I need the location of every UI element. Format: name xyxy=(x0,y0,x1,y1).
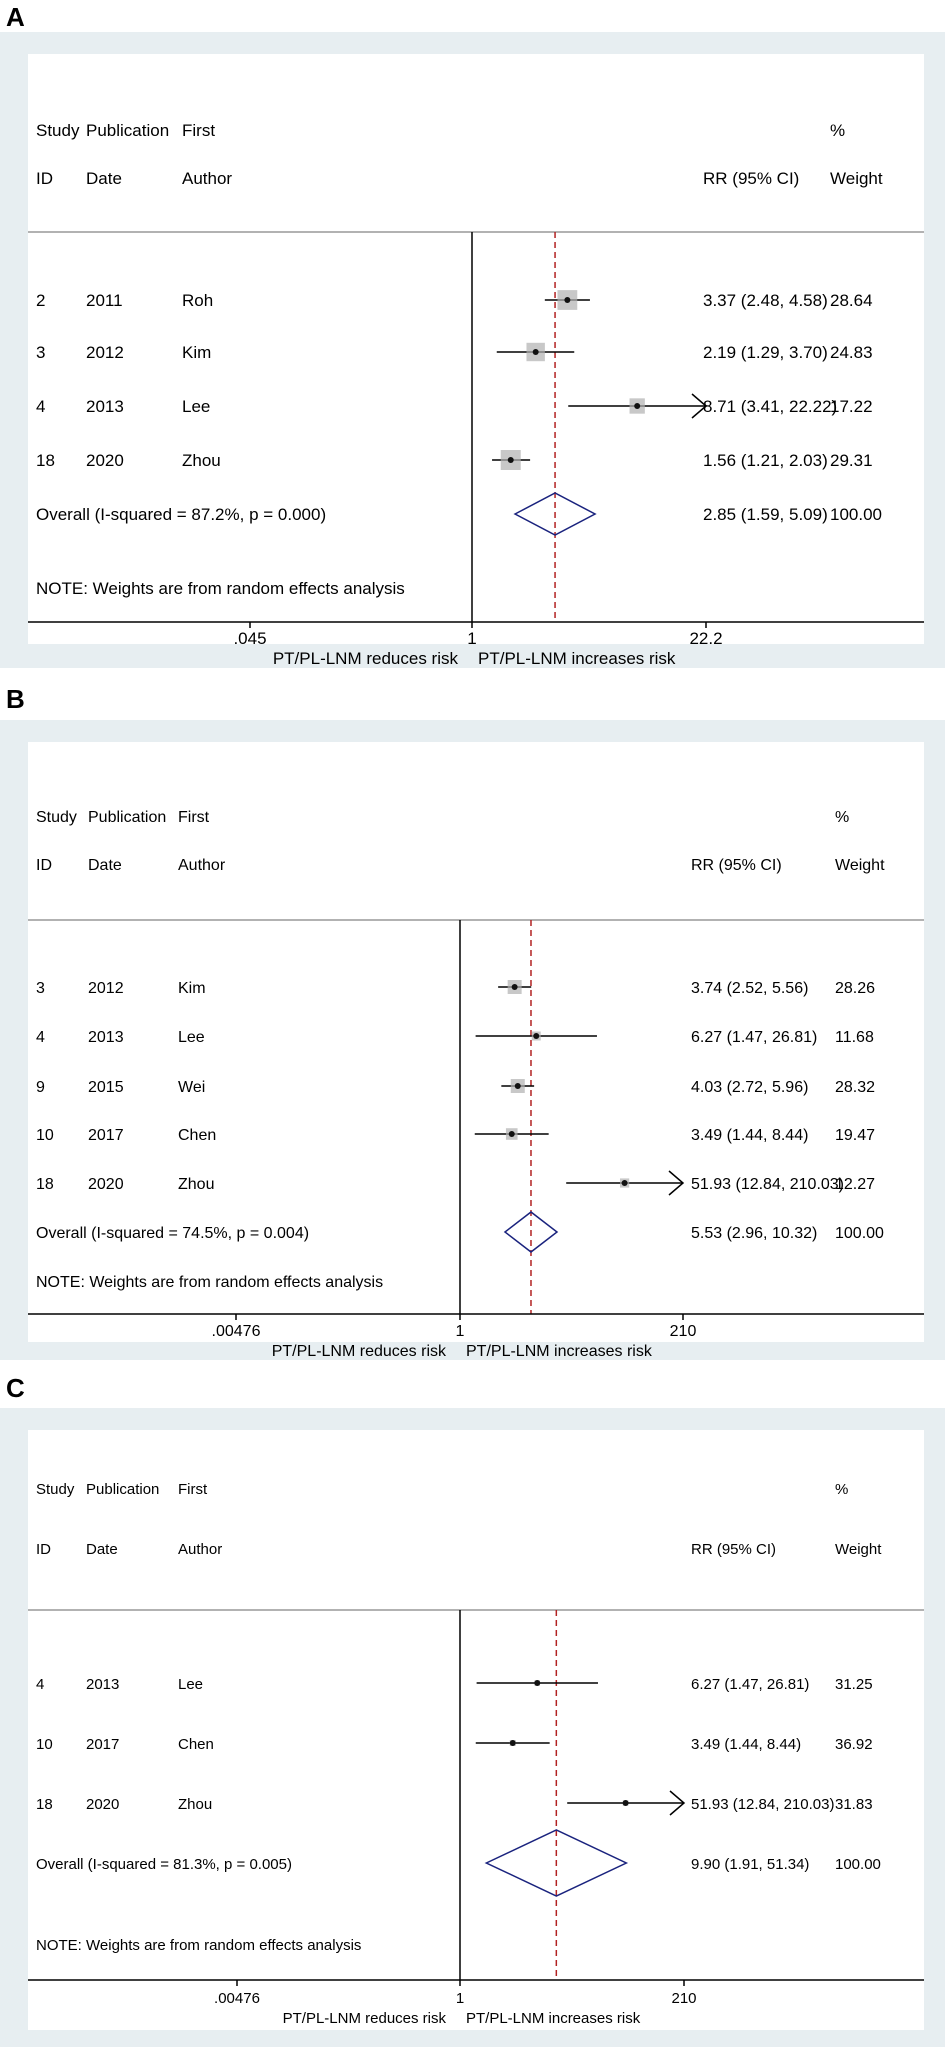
header-col5-top: % xyxy=(830,121,846,140)
overall-rr: 2.85 (1.59, 5.09) xyxy=(703,505,828,524)
point-estimate xyxy=(515,1083,521,1089)
x-label-reduces: PT/PL-LNM reduces risk xyxy=(271,1343,446,1360)
study-date: 2011 xyxy=(86,291,123,310)
panel-c-plot-area xyxy=(28,1430,924,2030)
study-weight: 17.22 xyxy=(830,397,873,416)
header-col2-top: Publication xyxy=(86,1481,160,1498)
x-tick-label: 210 xyxy=(671,1990,697,2007)
overall-weight: 100.00 xyxy=(835,1856,881,1873)
panel-label-b: B xyxy=(6,684,25,714)
overall-label: Overall (I-squared = 81.3%, p = 0.005) xyxy=(36,1856,292,1873)
panel-a-plot-area xyxy=(28,54,924,668)
study-rr: 4.03 (2.72, 5.96) xyxy=(691,1079,809,1096)
header-col5-bottom: Weight xyxy=(835,1541,882,1558)
study-author: Kim xyxy=(178,980,206,997)
study-weight: 28.64 xyxy=(830,291,873,310)
header-col4-bottom: RR (95% CI) xyxy=(691,1541,777,1558)
weights-note: NOTE: Weights are from random effects analysis xyxy=(36,1274,384,1291)
study-weight: 12.27 xyxy=(835,1176,876,1193)
x-label-increases: PT/PL-LNM increases risk xyxy=(466,1343,652,1360)
study-date: 2020 xyxy=(86,1796,120,1813)
x-tick-label: 22.2 xyxy=(689,629,723,648)
header-col3-top: First xyxy=(178,809,210,826)
point-estimate xyxy=(564,297,570,303)
study-weight: 29.31 xyxy=(830,451,873,470)
header-col3-top: First xyxy=(178,1481,208,1498)
study-id: 18 xyxy=(36,1796,53,1813)
forest-plot-c xyxy=(28,1430,924,2030)
study-rr: 3.49 (1.44, 8.44) xyxy=(691,1127,809,1144)
study-rr: 2.19 (1.29, 3.70) xyxy=(703,343,828,362)
study-weight: 28.26 xyxy=(835,980,876,997)
header-col2-top: Publication xyxy=(86,121,170,140)
weights-note: NOTE: Weights are from random effects analysis xyxy=(36,579,405,598)
study-date: 2013 xyxy=(86,397,124,416)
study-date: 2013 xyxy=(88,1029,124,1046)
study-author: Zhou xyxy=(178,1796,213,1813)
forest-plot-b xyxy=(28,742,924,1360)
point-estimate xyxy=(508,457,514,463)
study-date: 2012 xyxy=(86,343,124,362)
point-estimate xyxy=(623,1800,629,1806)
header-col5-top: % xyxy=(835,809,850,826)
header-col2-top: Publication xyxy=(88,809,167,826)
study-weight: 28.32 xyxy=(835,1079,876,1096)
panel-a-background xyxy=(0,32,945,668)
study-rr: 3.37 (2.48, 4.58) xyxy=(703,291,828,310)
study-author: Zhou xyxy=(182,451,221,470)
study-author: Chen xyxy=(178,1127,217,1144)
x-tick-label: .00476 xyxy=(214,1990,260,2007)
header-col1-bottom: ID xyxy=(36,169,53,188)
study-id: 18 xyxy=(36,451,55,470)
header-col5-top: % xyxy=(835,1481,849,1498)
study-id: 2 xyxy=(36,291,46,310)
study-id: 9 xyxy=(36,1079,45,1096)
study-weight: 19.47 xyxy=(835,1127,876,1144)
study-rr: 3.74 (2.52, 5.56) xyxy=(691,980,809,997)
study-date: 2017 xyxy=(88,1127,124,1144)
x-tick-label: 1 xyxy=(455,1990,465,2007)
study-id: 3 xyxy=(36,980,45,997)
study-id: 4 xyxy=(36,1676,45,1693)
study-rr: 1.56 (1.21, 2.03) xyxy=(703,451,828,470)
study-weight: 36.92 xyxy=(835,1736,873,1753)
study-weight: 11.68 xyxy=(835,1029,874,1046)
header-col1-bottom: ID xyxy=(36,1541,51,1558)
header-col1-top: Study xyxy=(36,1481,75,1498)
study-date: 2017 xyxy=(86,1736,120,1753)
header-col3-bottom: Author xyxy=(178,1541,223,1558)
panel-label-c: C xyxy=(6,1373,25,1403)
study-author: Zhou xyxy=(178,1176,215,1193)
weights-note: NOTE: Weights are from random effects analysis xyxy=(36,1937,362,1954)
x-label-reduces: PT/PL-LNM reduces risk xyxy=(272,649,458,668)
study-id: 10 xyxy=(36,1127,54,1144)
study-rr: 6.27 (1.47, 26.81) xyxy=(691,1676,810,1693)
header-col5-bottom: Weight xyxy=(835,857,885,874)
study-author: Lee xyxy=(178,1676,204,1693)
panel-b-background xyxy=(0,720,945,1360)
panel-c-background xyxy=(0,1408,945,2047)
header-col3-bottom: Author xyxy=(182,169,233,188)
header-col2-bottom: Date xyxy=(88,857,122,874)
header-col3-top: First xyxy=(182,121,216,140)
point-estimate xyxy=(533,1033,539,1039)
study-id: 4 xyxy=(36,397,46,416)
study-author: Lee xyxy=(182,397,211,416)
study-rr: 51.93 (12.84, 210.03) xyxy=(691,1796,835,1813)
study-date: 2020 xyxy=(86,451,124,470)
x-tick-label: .045 xyxy=(233,629,267,648)
point-estimate xyxy=(622,1180,628,1186)
study-weight: 24.83 xyxy=(830,343,873,362)
panel-b-plot-area xyxy=(28,742,924,1360)
header-col1-top: Study xyxy=(36,809,77,826)
header-col1-bottom: ID xyxy=(36,857,52,874)
point-estimate xyxy=(512,984,518,990)
overall-label: Overall (I-squared = 87.2%, p = 0.000) xyxy=(36,505,327,524)
header-col3-bottom: Author xyxy=(178,857,226,874)
study-author: Lee xyxy=(178,1029,205,1046)
study-author: Chen xyxy=(178,1736,214,1753)
study-rr: 3.49 (1.44, 8.44) xyxy=(691,1736,802,1753)
overall-rr: 5.53 (2.96, 10.32) xyxy=(691,1225,818,1242)
study-rr: 6.27 (1.47, 26.81) xyxy=(691,1029,818,1046)
point-estimate xyxy=(534,1680,540,1686)
study-rr: 8.71 (3.41, 22.22) xyxy=(703,397,838,416)
header-col2-bottom: Date xyxy=(86,169,122,188)
overall-weight: 100.00 xyxy=(830,505,882,524)
study-id: 3 xyxy=(36,343,46,362)
study-author: Wei xyxy=(178,1079,206,1096)
study-date: 2012 xyxy=(88,980,124,997)
x-tick-label: 210 xyxy=(669,1323,697,1340)
header-col4-bottom: RR (95% CI) xyxy=(691,857,782,874)
x-tick-label: 1 xyxy=(455,1323,465,1340)
study-date: 2013 xyxy=(86,1676,120,1693)
point-estimate xyxy=(510,1740,516,1746)
x-label-reduces: PT/PL-LNM reduces risk xyxy=(282,2010,446,2027)
overall-rr: 9.90 (1.91, 51.34) xyxy=(691,1856,810,1873)
x-tick-label: 1 xyxy=(467,629,477,648)
point-estimate xyxy=(509,1131,515,1137)
study-weight: 31.25 xyxy=(835,1676,873,1693)
point-estimate xyxy=(634,403,640,409)
study-id: 10 xyxy=(36,1736,53,1753)
study-id: 4 xyxy=(36,1029,45,1046)
study-date: 2020 xyxy=(88,1176,124,1193)
header-col5-bottom: Weight xyxy=(830,169,883,188)
study-rr: 51.93 (12.84, 210.03) xyxy=(691,1176,845,1193)
study-id: 18 xyxy=(36,1176,54,1193)
panel-label-a: A xyxy=(6,2,25,32)
study-author: Kim xyxy=(182,343,212,362)
header-col1-top: Study xyxy=(36,121,80,140)
x-label-increases: PT/PL-LNM increases risk xyxy=(478,649,676,668)
header-col4-bottom: RR (95% CI) xyxy=(703,169,800,188)
study-author: Roh xyxy=(182,291,214,310)
point-estimate xyxy=(533,349,539,355)
study-date: 2015 xyxy=(88,1079,124,1096)
x-tick-label: .00476 xyxy=(211,1323,261,1340)
forest-plot-a xyxy=(28,54,924,668)
header-col2-bottom: Date xyxy=(86,1541,118,1558)
overall-label: Overall (I-squared = 74.5%, p = 0.004) xyxy=(36,1225,310,1242)
overall-weight: 100.00 xyxy=(835,1225,884,1242)
x-label-increases: PT/PL-LNM increases risk xyxy=(466,2010,641,2027)
study-weight: 31.83 xyxy=(835,1796,873,1813)
